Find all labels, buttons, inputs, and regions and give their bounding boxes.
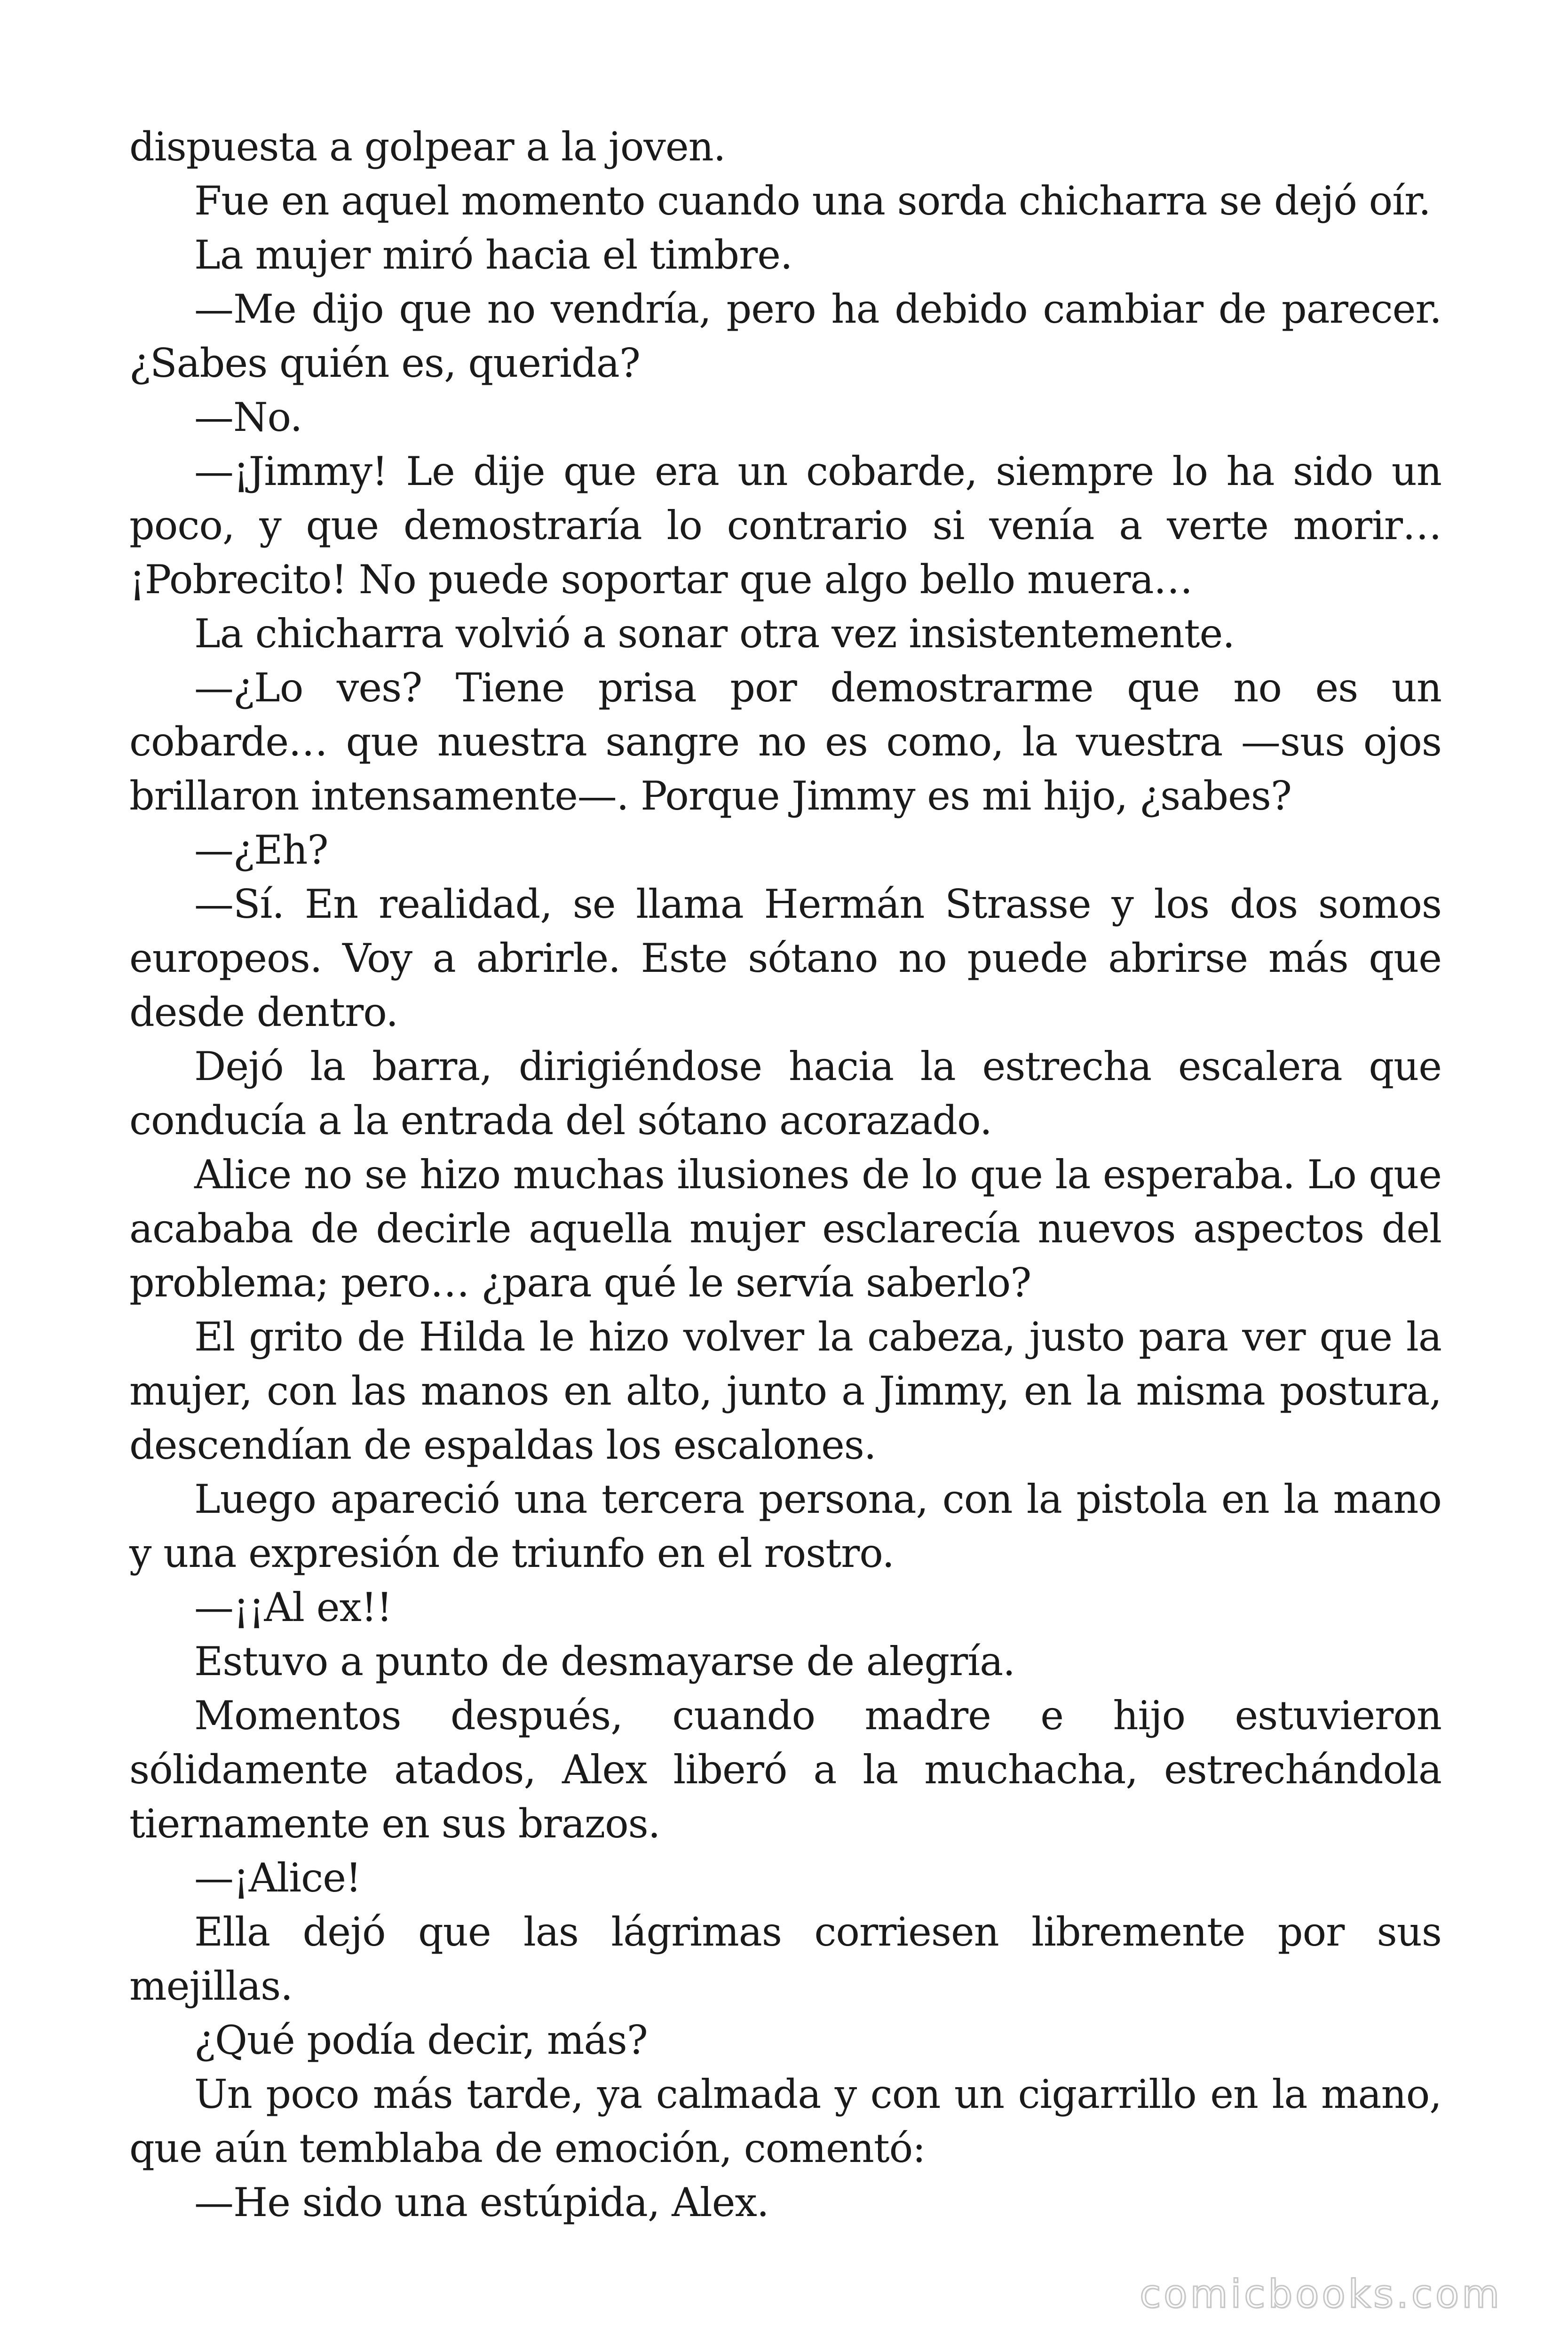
paragraph: El grito de Hilda le hizo volver la cabeza, justo para ver que la mujer, con las manos en alto, junto a Jimmy, en la misma postura, descendían de espaldas los escalones. <box>129 1314 1441 1468</box>
paragraph: —Sí. En realidad, se llama Hermán Strasse y los dos somos europeos. Voy a abrirle. Este sótano no puede abrirse más que desde dentro. <box>129 881 1441 1035</box>
paragraph: —¿Eh? <box>194 827 328 873</box>
paragraph: Un poco más tarde, ya calmada y con un cigarrillo en la mano, que aún temblaba de emoción, comentó: <box>129 2071 1441 2171</box>
paragraph: —Me dijo que no vendría, pero ha debido cambiar de parecer. ¿Sabes quién es, querida? <box>129 286 1441 386</box>
paragraph: —He sido una estúpida, Alex. <box>194 2179 769 2225</box>
paragraph: Fue en aquel momento cuando una sorda chicharra se dejó oír. <box>194 178 1431 224</box>
paragraph: Ella dejó que las lágrimas corriesen libremente por sus mejillas. <box>129 1909 1441 2009</box>
paragraph: Luego apareció una tercera persona, con la pistola en la mano y una expresión de triunfo en el rostro. <box>129 1476 1441 1576</box>
site-watermark: comicbooks.com <box>1140 2272 1502 2317</box>
book-page-body <box>129 120 1441 2230</box>
paragraph: Alice no se hizo muchas ilusiones de lo que la esperaba. Lo que acababa de decirle aquella mujer esclarecía nuevos aspectos del problema; pero… ¿para qué le servía saberlo? <box>129 1152 1441 1306</box>
paragraph: dispuesta a golpear a la joven. <box>129 124 726 170</box>
paragraph: —No. <box>194 394 302 440</box>
paragraph: Momentos después, cuando madre e hijo estuvieron sólidamente atados, Alex liberó a la muchacha, estrechándola tiernamente en sus brazos. <box>129 1692 1441 1847</box>
paragraph: La mujer miró hacia el timbre. <box>194 232 792 278</box>
paragraph: —¡Jimmy! Le dije que era un cobarde, siempre lo ha sido un poco, y que demostraría lo contrario si venía a verte morir… ¡Pobrecito! No puede soportar que algo bello muera… <box>129 448 1441 603</box>
paragraph: La chicharra volvió a sonar otra vez insistentemente. <box>194 611 1235 657</box>
paragraph: —¡Alice! <box>194 1855 361 1901</box>
paragraph: —¿Lo ves? Tiene prisa por demostrarme que no es un cobarde… que nuestra sangre no es como, la vuestra —sus ojos brillaron intensamente—. Porque Jimmy es mi hijo, ¿sabes? <box>129 665 1441 819</box>
paragraph: Estuvo a punto de desmayarse de alegría. <box>194 1638 1015 1685</box>
paragraph: ¿Qué podía decir, más? <box>194 2017 648 2063</box>
paragraph: Dejó la barra, dirigiéndose hacia la estrecha escalera que conducía a la entrada del sótano acorazado. <box>129 1043 1441 1144</box>
paragraph: —¡¡Al ex!! <box>194 1584 392 1630</box>
